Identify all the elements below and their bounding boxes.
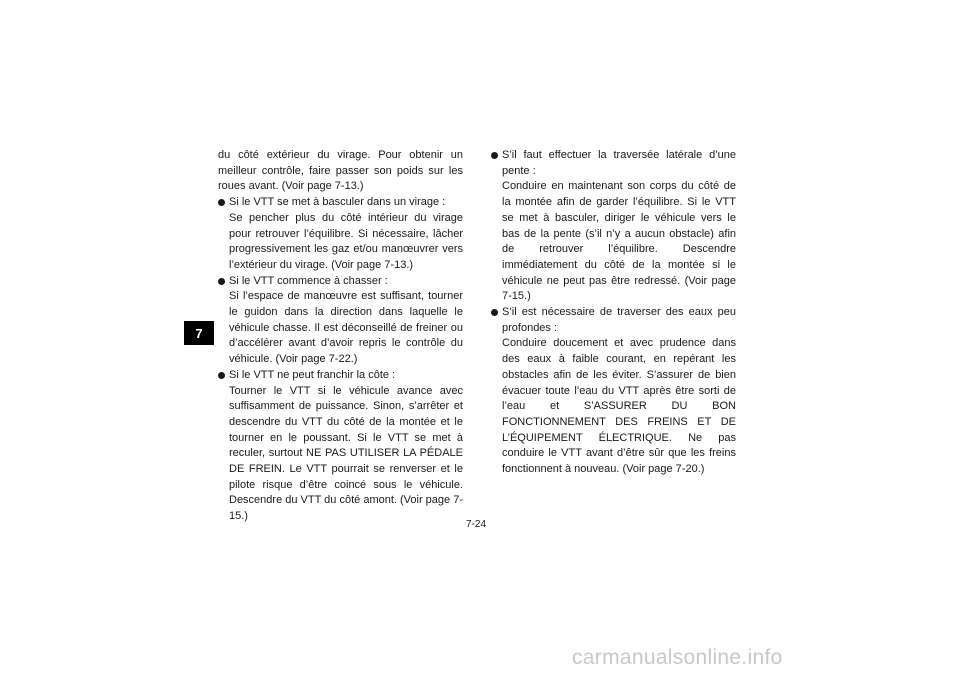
bullet-item <box>218 195 463 274</box>
bullet-icon <box>491 309 498 316</box>
bullet-title: Si le VTT se met à basculer dans un virage : <box>229 196 446 209</box>
bullet-body: Tourner le VTT si le véhicule avance avec suffisamment de puissance. Sinon, s’arrêter et descendre du VTT du côté de la montée et le tourner en le poussant. Si le VTT se met à reculer, surtout NE PAS UTILISER LA PÉDALE DE FREIN. Le VTT pourrait se renverser et le pilote risque d’être coincé sous le véhicule. Descendre du VTT du côté amont. (Voir page 7-15.) <box>229 384 463 523</box>
bullet-body: Se pencher plus du côté intérieur du virage pour retrouver l’équilibre. Si nécessaire, lâcher progressivement les gaz et/ou manœuvrer vers l’extérieur du virage. (Voir page 7-13.) <box>229 211 463 271</box>
bullet-title: Si le VTT commence à chasser : <box>229 274 388 287</box>
bullet-item <box>491 148 736 305</box>
bullet-title: Si le VTT ne peut franchir la côte : <box>229 368 396 381</box>
bullet-title: S’il faut effectuer la traversée latérale d’une pente : <box>502 149 736 177</box>
bullet-icon <box>218 278 225 285</box>
bullet-item <box>491 305 736 478</box>
bullet-icon <box>218 372 225 379</box>
bullet-item <box>218 368 463 525</box>
chapter-tab: 7 <box>184 321 214 345</box>
bullet-icon <box>491 152 498 159</box>
watermark: carmanualsonline.info <box>572 646 783 669</box>
bullet-body: Conduire en maintenant son corps du côté de la montée afin de garder l’équilibre. Si le VTT se met à basculer, diriger le véhicule vers le bas de la pente (s’il n’y a aucun obstacle) afin de retrouver l’équilibre. Descendre immédiatement du côté de la montée si le véhicule ne peut pas être redressé. (Voir page 7-15.) <box>502 180 736 303</box>
bullet-body: Si l’espace de manœuvre est suffisant, tourner le guidon dans la direction dans laquelle le véhicule chasse. Il est déconseillé de freiner ou d’accélérer avant d’avoir repris le contrôle du véhicule. (Voir page 7-22.) <box>229 290 463 366</box>
bullet-icon <box>218 199 225 206</box>
bullet-title: S’il est nécessaire de traverser des eaux peu profondes : <box>502 306 736 334</box>
right-column <box>491 148 736 478</box>
bullet-item <box>218 274 463 368</box>
page-number: 7-24 <box>466 519 487 530</box>
intro-paragraph: du côté extérieur du virage. Pour obtenir un meilleur contrôle, faire passer son poids sur les roues avant. (Voir page 7-13.) <box>218 149 463 193</box>
bullet-body: Conduire doucement et avec prudence dans des eaux à faible courant, en repérant les obstacles afin de les éviter. S’assurer de bien évacuer toute l’eau du VTT après être sorti de l’eau et S’ASSURER DU BON FONCTIONNEMENT DES FREINS ET DE L’ÉQUIPEMENT ÉLECTRIQUE. Ne pas conduire le VTT avant d’être sûr que les freins fonctionnent à nouveau. (Voir page 7-20.) <box>502 337 736 476</box>
left-column <box>218 148 463 525</box>
